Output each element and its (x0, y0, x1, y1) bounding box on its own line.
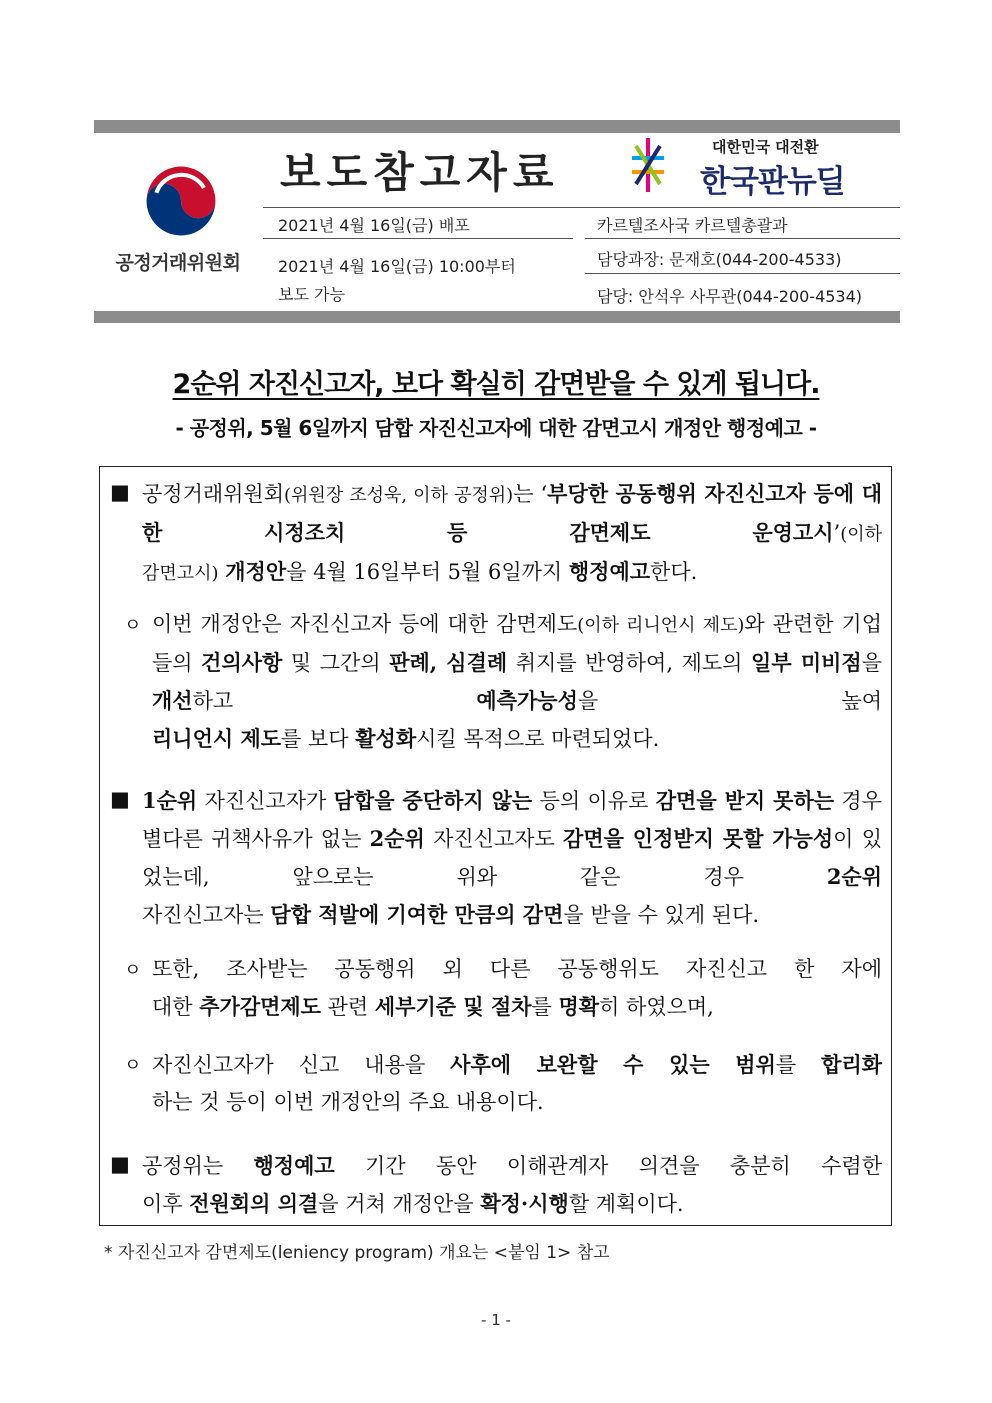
embargo-time: 2021년 4월 16일(금) 10:00부터 (278, 257, 516, 276)
info-divider (263, 238, 573, 239)
square-bullet: ■ (110, 1152, 130, 1176)
paragraph-1-sub: 이번 개정안은 자진신고자 등에 대한 감면제도(이하 리니언시 제도)와 관련한 기업들의 건의사항 및 그간의 판례, 심결례 취지를 반영하여, 제도의 일부 미비점을 개선하고 예측가능성을 높여 리니언시 제도를 보다 활성화시킬 목적으로 마련되었다. (152, 612, 883, 751)
info-divider (263, 207, 900, 208)
square-bullet: ■ (110, 787, 130, 811)
slogan-small: 대한민국 대전환 (712, 138, 819, 156)
square-bullet: ■ (110, 480, 130, 504)
officer-contact: 담당: 안석우 사무관(044-200-4534) (597, 287, 863, 306)
circle-bullet: ㅇ (124, 615, 142, 636)
paragraph-1: 공정거래위원회(위원장 조성욱, 이하 공정위)는 ‘부당한 공동행위 자진신고자 등에 대한 시정조치 등 감면제도 운영고시’(이하 감면고시) 개정안을 4월 16일부터 5월 6일까지 행정예고한다. (142, 481, 882, 584)
footnote: * 자진신고자 감면제도(leniency program) 개요는 <붙임 1> 참고 (104, 1243, 610, 1263)
director-contact: 담당과장: 문재호(044-200-4533) (597, 250, 842, 269)
paragraph-3: 공정위는 행정예고 기간 동안 이해관계자 의견을 충분히 수렴한 이후 전원회의 의결을 거쳐 개정안을 확정·시행할 계획이다. (142, 1153, 882, 1216)
header-bottom-band (94, 311, 900, 323)
distribution-date: 2021년 4월 16일(금) 배포 (278, 216, 470, 235)
subheadline: - 공정위, 5월 6일까지 담합 자진신고자에 대한 감면고시 개정안 행정예고 - (175, 416, 817, 440)
paragraph-2-sub-b: 자진신고자가 신고 내용을 사후에 보완할 수 있는 범위를 합리화 하는 것 등이 이번 개정안의 주요 내용이다. (152, 1052, 883, 1114)
header-top-band (94, 120, 900, 133)
paragraph-2: 1순위 자진신고자가 담합을 중단하지 않는 등의 이유로 감면을 받지 못하는 경우 별다른 귀책사유가 없는 2순위 자진신고자도 감면을 인정받지 못할 가능성이 있었는데, 앞으로는 위와 같은 경우 2순위 자진신고자는 담합 적발에 기여한 만큼의 감면을 받을 수 있게 된다. (142, 788, 882, 927)
doc-type-title: 보도참고자료 (280, 148, 560, 197)
embargo-note: 보도 가능 (278, 285, 345, 304)
circle-bullet: ㅇ (124, 960, 142, 981)
page-number: - 1 - (481, 1311, 511, 1329)
info-divider (585, 273, 900, 274)
info-divider (585, 238, 900, 239)
headline: 2순위 자진신고자, 보다 확실히 감면받을 수 있게 됩니다. (172, 369, 820, 400)
agency-name: 공정거래위원회 (115, 252, 241, 274)
korean-new-deal-logo-icon (628, 136, 668, 194)
circle-bullet: ㅇ (124, 1055, 142, 1076)
slogan-big: 한국판뉴딜 (700, 164, 845, 200)
government-emblem-icon (140, 160, 222, 242)
department: 카르텔조사국 카르텔총괄과 (597, 216, 788, 235)
paragraph-2-sub-a: 또한, 조사받는 공동행위 외 다른 공동행위도 자진신고 한 자에 대한 추가감면제도 관련 세부기준 및 절차를 명확히 하였으며, (152, 957, 882, 1019)
